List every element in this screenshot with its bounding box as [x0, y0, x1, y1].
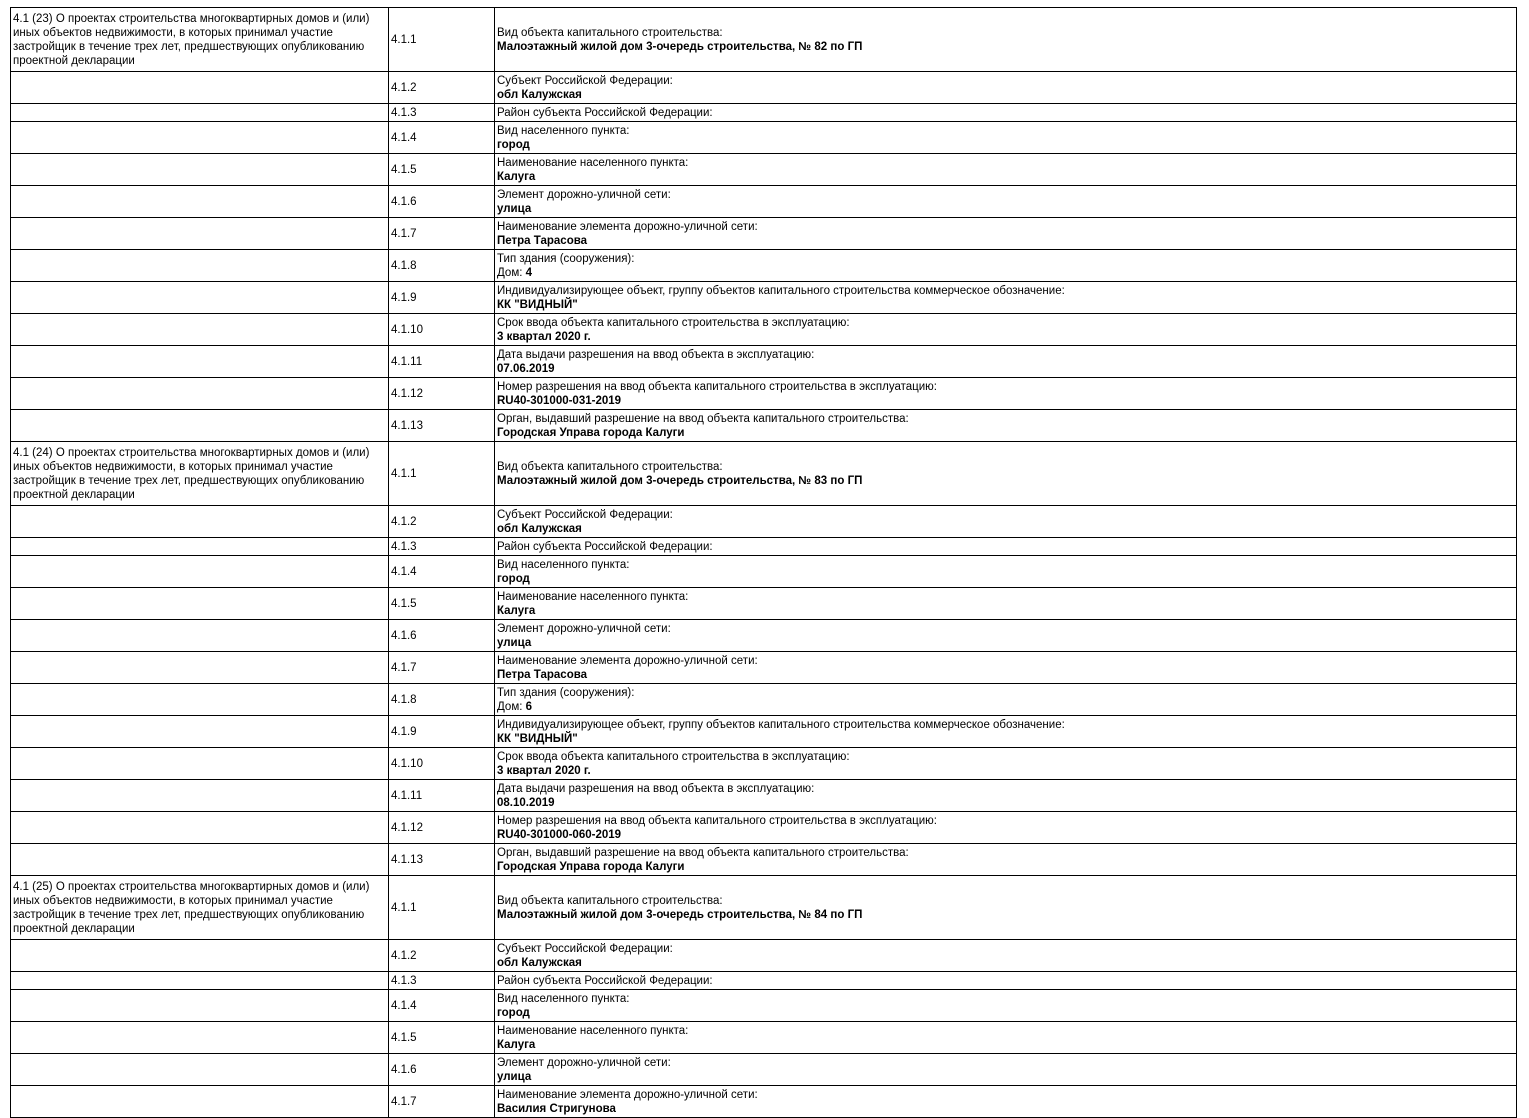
field-value — [497, 40, 1513, 54]
row-code: 4.1.7 — [389, 1086, 495, 1118]
table-row — [11, 620, 1517, 652]
section-description-empty — [11, 346, 389, 378]
field-label: Орган, выдавший разрешение на ввод объекта капитального строительства: — [497, 412, 909, 425]
table-row — [11, 684, 1517, 716]
section-description-empty — [11, 154, 389, 186]
row-code: 4.1.5 — [389, 1022, 495, 1054]
section-description-empty — [11, 72, 389, 104]
section-description: 4.1 (24) О проектах строительства многоквартирных домов и (или) иных объектов недвижимости, в которых принимал участие застройщик в течение трех лет, предшествующих опубликованию проектной декларации — [11, 442, 389, 506]
field-value-text: Калуга — [497, 604, 536, 617]
field-label: Район субъекта Российской Федерации: — [497, 974, 713, 987]
section-description-empty — [11, 652, 389, 684]
section-description-empty — [11, 506, 389, 538]
field-value-text: город — [497, 1006, 530, 1019]
field-value — [497, 170, 1513, 184]
row-value-cell — [495, 780, 1517, 812]
row-code: 4.1.11 — [389, 346, 495, 378]
row-code: 4.1.10 — [389, 748, 495, 780]
field-label: Вид объекта капитального строительства: — [497, 26, 723, 39]
section-description-empty — [11, 1054, 389, 1086]
field-value-text: город — [497, 138, 530, 151]
row-code: 4.1.7 — [389, 218, 495, 250]
row-value-cell — [495, 844, 1517, 876]
field-value — [497, 88, 1513, 102]
field-value-text: 3 квартал 2020 г. — [497, 330, 591, 343]
section-description-empty — [11, 844, 389, 876]
section-description-empty — [11, 780, 389, 812]
field-label: Тип здания (сооружения): — [497, 686, 635, 699]
row-value-cell — [495, 1054, 1517, 1086]
table-row — [11, 154, 1517, 186]
row-value-cell — [495, 218, 1517, 250]
field-value — [497, 828, 1513, 842]
row-value-cell — [495, 940, 1517, 972]
field-label: Наименование населенного пункта: — [497, 590, 689, 603]
section-description-empty — [11, 122, 389, 154]
row-value-cell — [495, 346, 1517, 378]
section-description-empty — [11, 104, 389, 122]
field-value-text: улица — [497, 202, 532, 215]
field-label: Орган, выдавший разрешение на ввод объекта капитального строительства: — [497, 846, 909, 859]
declaration-table — [10, 7, 1517, 1118]
field-value-text: Малоэтажный жилой дом 3-очередь строительства, № 82 по ГП — [497, 40, 863, 53]
section-description-empty — [11, 538, 389, 556]
row-code: 4.1.3 — [389, 972, 495, 990]
table-row — [11, 556, 1517, 588]
row-value-cell — [495, 812, 1517, 844]
field-label: Срок ввода объекта капитального строительства в эксплуатацию: — [497, 316, 850, 329]
field-value-text: 3 квартал 2020 г. — [497, 764, 591, 777]
field-label: Субъект Российской Федерации: — [497, 508, 673, 521]
table-row — [11, 314, 1517, 346]
field-value — [497, 522, 1513, 536]
section-description-empty — [11, 620, 389, 652]
row-code: 4.1.2 — [389, 72, 495, 104]
row-value-cell — [495, 538, 1517, 556]
row-code: 4.1.6 — [389, 1054, 495, 1086]
field-label: Субъект Российской Федерации: — [497, 74, 673, 87]
table-row — [11, 940, 1517, 972]
row-value-cell — [495, 186, 1517, 218]
field-label: Дата выдачи разрешения на ввод объекта в эксплуатацию: — [497, 782, 815, 795]
row-code: 4.1.4 — [389, 122, 495, 154]
row-value-cell — [495, 716, 1517, 748]
field-label: Элемент дорожно-уличной сети: — [497, 1056, 671, 1069]
table-row — [11, 716, 1517, 748]
field-value-text: КК "ВИДНЫЙ" — [497, 298, 578, 311]
field-value — [497, 764, 1513, 778]
row-value-cell — [495, 104, 1517, 122]
row-code: 4.1.4 — [389, 990, 495, 1022]
field-value — [497, 1038, 1513, 1052]
field-value-text: КК "ВИДНЫЙ" — [497, 732, 578, 745]
field-value — [497, 474, 1513, 488]
field-value — [497, 266, 1513, 280]
row-value-cell — [495, 122, 1517, 154]
field-label: Срок ввода объекта капитального строительства в эксплуатацию: — [497, 750, 850, 763]
row-value-cell — [495, 250, 1517, 282]
table-row — [11, 780, 1517, 812]
field-value — [497, 394, 1513, 408]
field-value-text: Малоэтажный жилой дом 3-очередь строительства, № 84 по ГП — [497, 908, 863, 921]
field-value-text: RU40-301000-031-2019 — [497, 394, 622, 407]
field-value — [497, 956, 1513, 970]
row-code: 4.1.2 — [389, 506, 495, 538]
table-row — [11, 876, 1517, 940]
table-row — [11, 346, 1517, 378]
field-value — [497, 860, 1513, 874]
field-value-text: Калуга — [497, 1038, 536, 1051]
field-value — [497, 572, 1513, 586]
field-label: Наименование элемента дорожно-уличной сети: — [497, 654, 758, 667]
row-code: 4.1.6 — [389, 620, 495, 652]
row-code: 4.1.1 — [389, 442, 495, 506]
row-code: 4.1.13 — [389, 844, 495, 876]
field-label: Дата выдачи разрешения на ввод объекта в эксплуатацию: — [497, 348, 815, 361]
table-row — [11, 844, 1517, 876]
field-label: Район субъекта Российской Федерации: — [497, 106, 713, 119]
table-row — [11, 588, 1517, 620]
section-description-empty — [11, 812, 389, 844]
field-label: Индивидуализирующее объект, группу объектов капитального строительства коммерческое обозначение: — [497, 718, 1065, 731]
table-row — [11, 8, 1517, 72]
row-value-cell — [495, 1022, 1517, 1054]
row-value-cell — [495, 876, 1517, 940]
field-value-text: обл Калужская — [497, 88, 582, 101]
section-description-empty — [11, 556, 389, 588]
row-code: 4.1.5 — [389, 588, 495, 620]
table-row — [11, 1086, 1517, 1118]
row-value-cell — [495, 1086, 1517, 1118]
row-code: 4.1.7 — [389, 652, 495, 684]
field-value-text: 4 — [525, 266, 533, 279]
row-code: 4.1.10 — [389, 314, 495, 346]
row-code: 4.1.12 — [389, 378, 495, 410]
row-value-cell — [495, 972, 1517, 990]
field-value-text: Петра Тарасова — [497, 234, 588, 247]
field-value — [497, 668, 1513, 682]
row-code: 4.1.5 — [389, 154, 495, 186]
table-row — [11, 748, 1517, 780]
row-value-cell — [495, 556, 1517, 588]
field-value — [497, 636, 1513, 650]
section-description-empty — [11, 1086, 389, 1118]
field-label: Наименование элемента дорожно-уличной сети: — [497, 220, 758, 233]
field-value-text: Петра Тарасова — [497, 668, 588, 681]
row-code: 4.1.1 — [389, 876, 495, 940]
field-label: Тип здания (сооружения): — [497, 252, 635, 265]
section-description-empty — [11, 716, 389, 748]
table-row — [11, 1022, 1517, 1054]
field-value-text: Городская Управа города Калуги — [497, 426, 685, 439]
row-code: 4.1.6 — [389, 186, 495, 218]
field-label: Наименование населенного пункта: — [497, 1024, 689, 1037]
field-value — [497, 298, 1513, 312]
section-description-empty — [11, 250, 389, 282]
table-row — [11, 104, 1517, 122]
field-value — [497, 908, 1513, 922]
field-value — [497, 604, 1513, 618]
row-value-cell — [495, 684, 1517, 716]
document-page — [0, 7, 1529, 1115]
field-label: Вид населенного пункта: — [497, 992, 630, 1005]
field-label: Номер разрешения на ввод объекта капитального строительства в эксплуатацию: — [497, 814, 937, 827]
section-description-empty — [11, 314, 389, 346]
row-value-cell — [495, 282, 1517, 314]
field-label: Вид населенного пункта: — [497, 558, 630, 571]
field-value-text: 07.06.2019 — [497, 362, 555, 375]
section-description-empty — [11, 588, 389, 620]
section-description-empty — [11, 218, 389, 250]
field-label: Субъект Российской Федерации: — [497, 942, 673, 955]
field-value — [497, 1070, 1513, 1084]
field-label: Вид объекта капитального строительства: — [497, 460, 723, 473]
row-code: 4.1.3 — [389, 538, 495, 556]
table-row — [11, 990, 1517, 1022]
row-value-cell — [495, 8, 1517, 72]
field-value-text: Василия Стригунова — [497, 1102, 616, 1115]
section-description-empty — [11, 410, 389, 442]
table-row — [11, 378, 1517, 410]
row-value-cell — [495, 314, 1517, 346]
field-value-text: RU40-301000-060-2019 — [497, 828, 622, 841]
row-value-cell — [495, 506, 1517, 538]
field-value-text: улица — [497, 636, 532, 649]
section-description-empty — [11, 940, 389, 972]
field-label: Наименование элемента дорожно-уличной сети: — [497, 1088, 758, 1101]
row-value-cell — [495, 620, 1517, 652]
table-row — [11, 410, 1517, 442]
field-value-text: Городская Управа города Калуги — [497, 860, 685, 873]
field-label: Элемент дорожно-уличной сети: — [497, 188, 671, 201]
row-value-cell — [495, 72, 1517, 104]
field-value — [497, 330, 1513, 344]
row-code: 4.1.1 — [389, 8, 495, 72]
field-value — [497, 1102, 1513, 1116]
section-description-empty — [11, 186, 389, 218]
row-code: 4.1.11 — [389, 780, 495, 812]
section-description: 4.1 (25) О проектах строительства многоквартирных домов и (или) иных объектов недвижимости, в которых принимал участие застройщик в течение трех лет, предшествующих опубликованию проектной декларации — [11, 876, 389, 940]
table-row — [11, 282, 1517, 314]
table-row — [11, 218, 1517, 250]
row-value-cell — [495, 652, 1517, 684]
row-code: 4.1.3 — [389, 104, 495, 122]
field-value — [497, 138, 1513, 152]
row-code: 4.1.8 — [389, 684, 495, 716]
field-value — [497, 202, 1513, 216]
row-code: 4.1.8 — [389, 250, 495, 282]
declaration-table-body — [11, 8, 1517, 1118]
table-row — [11, 652, 1517, 684]
section-description: 4.1 (23) О проектах строительства многоквартирных домов и (или) иных объектов недвижимости, в которых принимал участие застройщик в течение трех лет, предшествующих опубликованию проектной декларации — [11, 8, 389, 72]
row-value-cell — [495, 154, 1517, 186]
table-row — [11, 250, 1517, 282]
table-row — [11, 186, 1517, 218]
table-row — [11, 72, 1517, 104]
table-row — [11, 972, 1517, 990]
section-description-empty — [11, 378, 389, 410]
row-code: 4.1.12 — [389, 812, 495, 844]
row-value-cell — [495, 990, 1517, 1022]
section-description-empty — [11, 1022, 389, 1054]
field-value-prefix: Дом: — [497, 266, 526, 279]
row-code: 4.1.13 — [389, 410, 495, 442]
row-value-cell — [495, 442, 1517, 506]
field-value — [497, 362, 1513, 376]
field-value — [497, 1006, 1513, 1020]
table-row — [11, 442, 1517, 506]
field-value-text: Малоэтажный жилой дом 3-очередь строительства, № 83 по ГП — [497, 474, 863, 487]
field-value — [497, 700, 1513, 714]
row-code: 4.1.9 — [389, 716, 495, 748]
field-label: Номер разрешения на ввод объекта капитального строительства в эксплуатацию: — [497, 380, 937, 393]
table-row — [11, 1054, 1517, 1086]
field-value — [497, 426, 1513, 440]
section-description-empty — [11, 282, 389, 314]
field-value-text: город — [497, 572, 530, 585]
field-label: Наименование населенного пункта: — [497, 156, 689, 169]
field-value-text: Калуга — [497, 170, 536, 183]
section-description-empty — [11, 684, 389, 716]
row-value-cell — [495, 588, 1517, 620]
row-code: 4.1.4 — [389, 556, 495, 588]
field-value-prefix: Дом: — [497, 700, 526, 713]
row-code: 4.1.2 — [389, 940, 495, 972]
field-value-text: 08.10.2019 — [497, 796, 555, 809]
table-row — [11, 812, 1517, 844]
section-description-empty — [11, 748, 389, 780]
field-label: Район субъекта Российской Федерации: — [497, 540, 713, 553]
field-value — [497, 732, 1513, 746]
table-row — [11, 122, 1517, 154]
field-value — [497, 796, 1513, 810]
field-label: Вид объекта капитального строительства: — [497, 894, 723, 907]
table-row — [11, 538, 1517, 556]
field-label: Элемент дорожно-уличной сети: — [497, 622, 671, 635]
row-code: 4.1.9 — [389, 282, 495, 314]
section-description-empty — [11, 972, 389, 990]
field-label: Индивидуализирующее объект, группу объектов капитального строительства коммерческое обозначение: — [497, 284, 1065, 297]
field-value-text: 6 — [525, 700, 533, 713]
row-value-cell — [495, 748, 1517, 780]
section-description-empty — [11, 990, 389, 1022]
field-label: Вид населенного пункта: — [497, 124, 630, 137]
row-value-cell — [495, 410, 1517, 442]
field-value — [497, 234, 1513, 248]
table-row — [11, 506, 1517, 538]
field-value-text: обл Калужская — [497, 522, 582, 535]
field-value-text: улица — [497, 1070, 532, 1083]
row-value-cell — [495, 378, 1517, 410]
field-value-text: обл Калужская — [497, 956, 582, 969]
